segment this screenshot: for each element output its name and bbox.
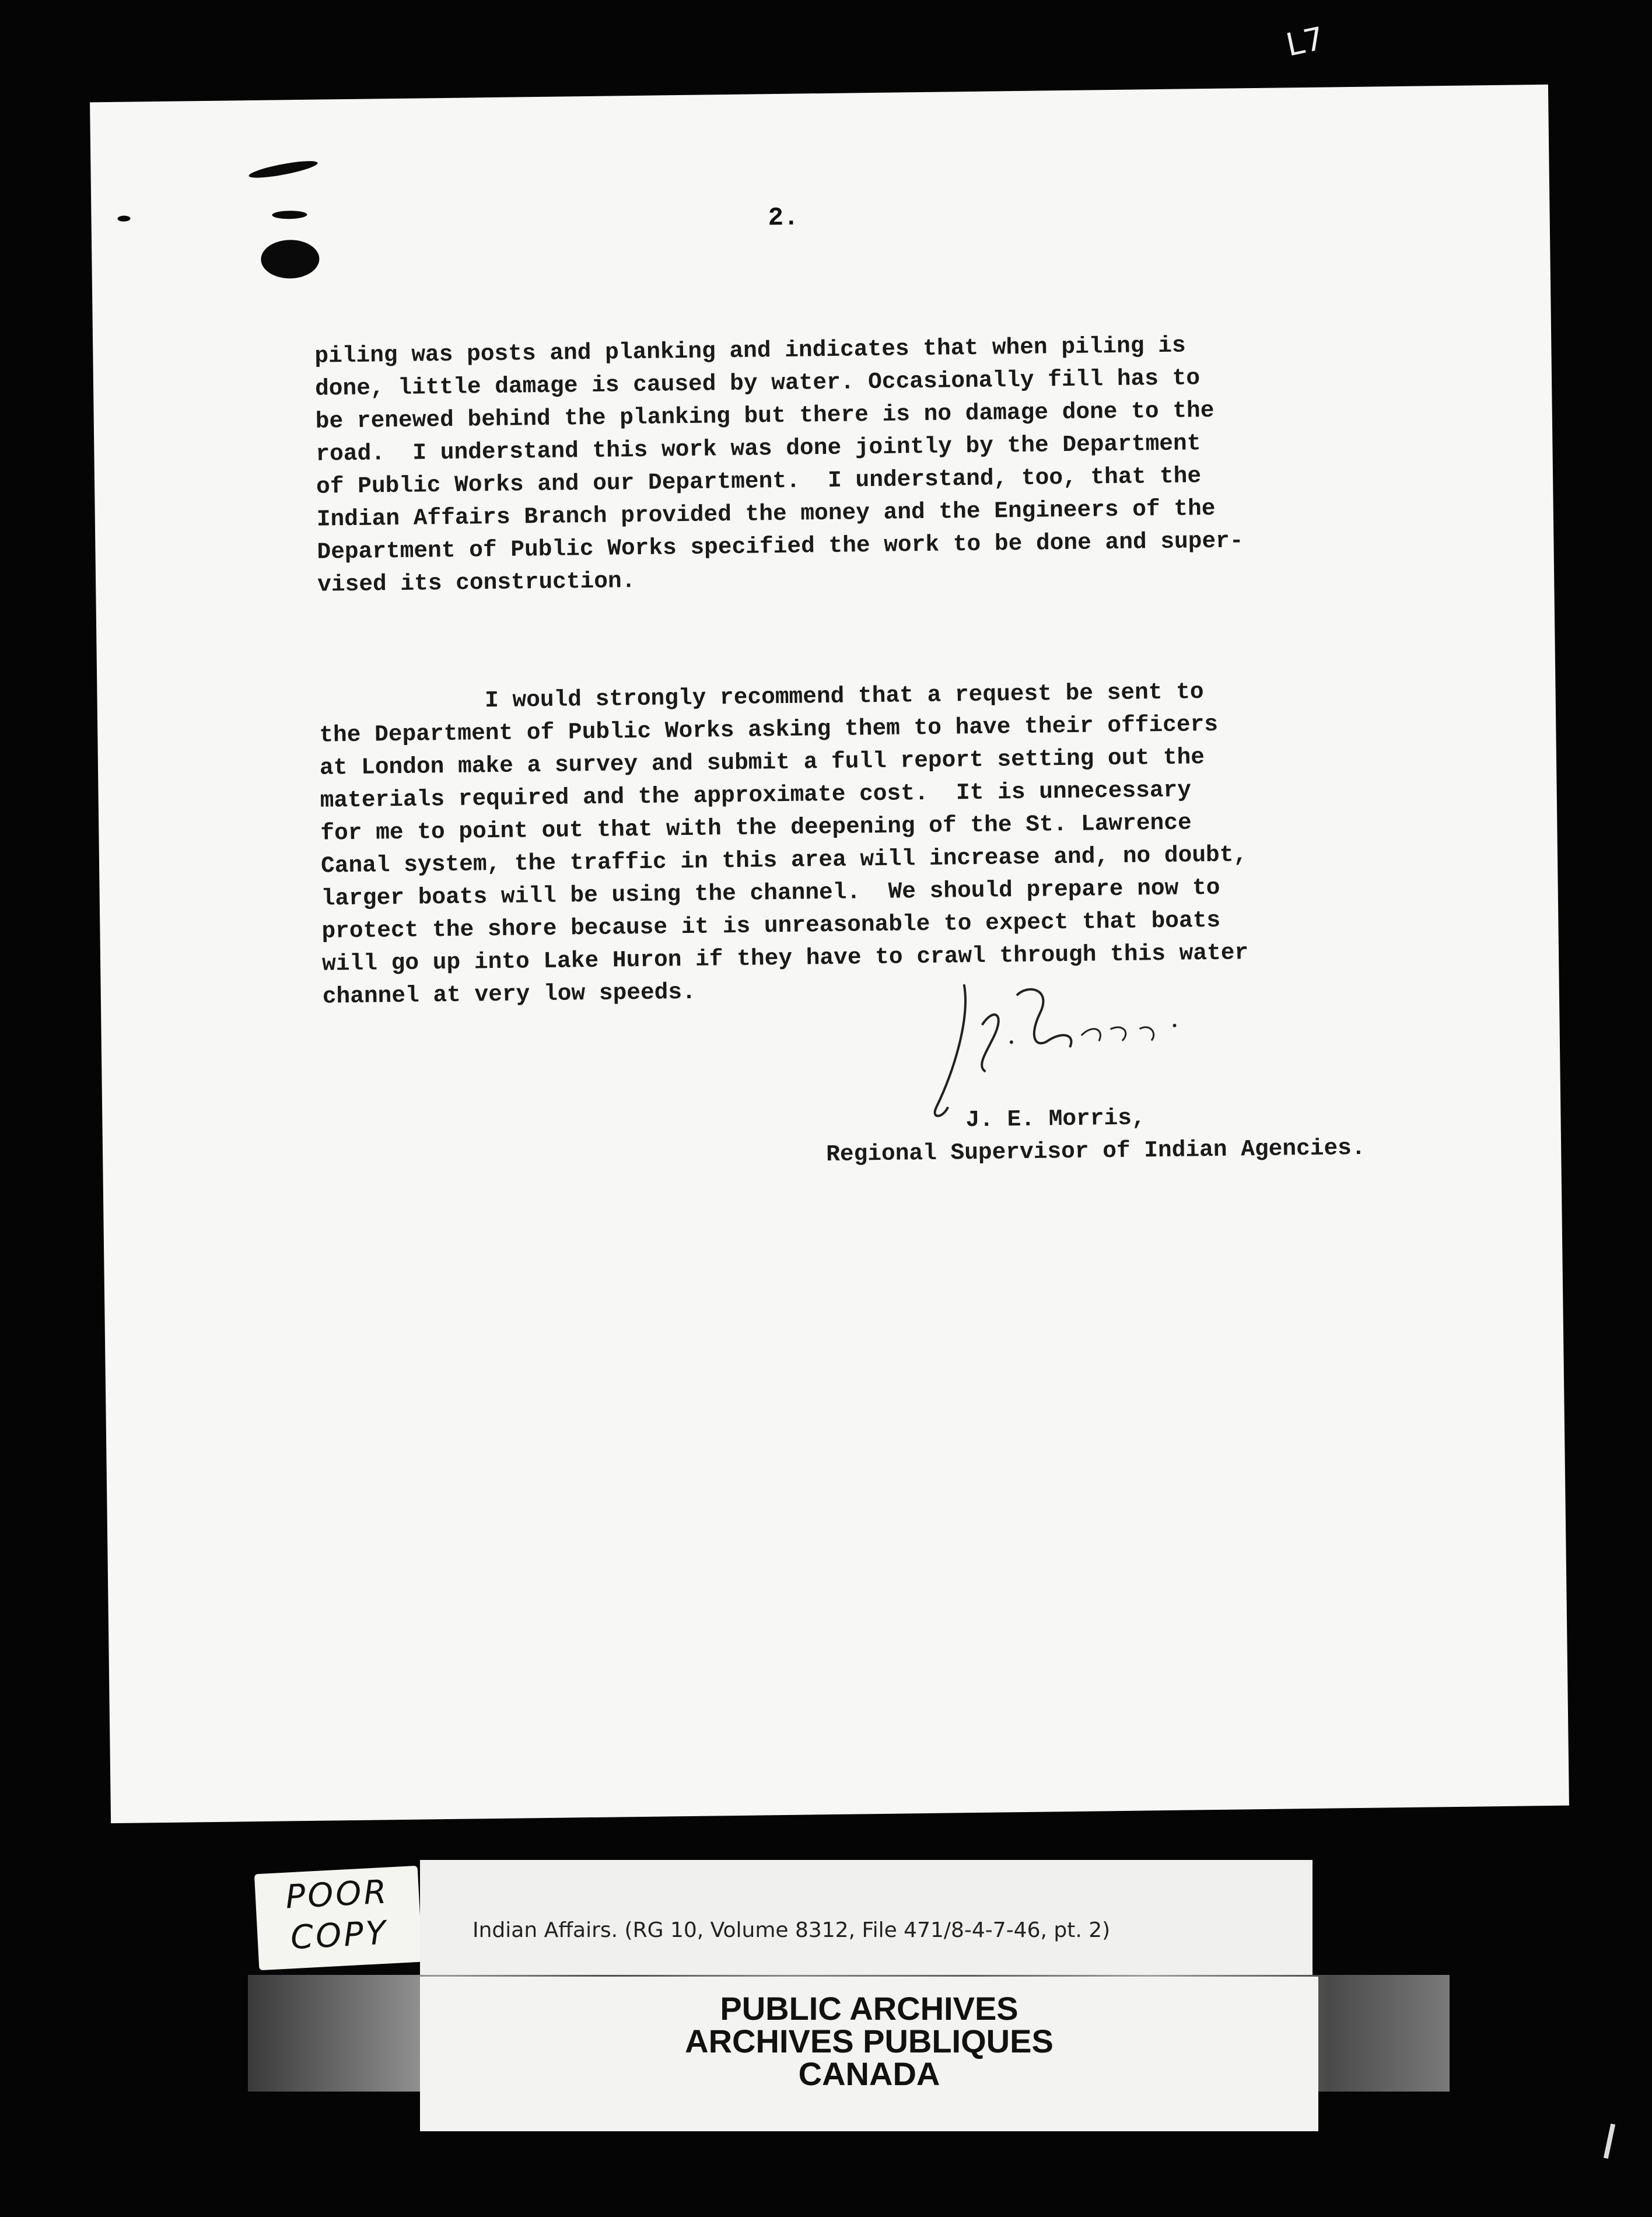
ink-smudge [261, 240, 320, 279]
ink-smudge [248, 158, 318, 181]
archive-label-line: CANADA [798, 2055, 940, 2092]
letter-body [314, 261, 1432, 1099]
signatory-name: J. E. Morris, [965, 1104, 1146, 1134]
letter-page [90, 85, 1569, 1823]
stamp-line: POOR [284, 1873, 390, 1917]
stamp-line: COPY [289, 1914, 389, 1957]
archive-label-line: PUBLIC ARCHIVES [720, 1990, 1019, 2027]
page-number: 2. [768, 203, 799, 233]
edge-mark [1604, 2124, 1615, 2159]
archive-label-line: ARCHIVES PUBLIQUES [685, 2023, 1054, 2059]
poor-copy-stamp [254, 1866, 422, 1970]
corner-handwritten-mark: L7 [1283, 19, 1328, 64]
signatory-title: Regional Supervisor of Indian Agencies. [825, 1134, 1366, 1168]
paragraph: I would strongly recommend that a request be sent to the Department of Public Works asking them to have their officers at London make a survey and submit a full report setting out the materials required and the approximate cost. It is unnecessary for me to point out that with the deepening of the St. Lawrence Canal system, the traffic in this area will increase and, no doubt, larger boats will be using the channel. We should prepare now to protect the shore because it is unreasonable to expect that boats will go up into Lake Huron if they have to crawl through this water channel at very low speeds. [318, 679, 1249, 1010]
paragraph: piling was posts and planking and indicates that when piling is done, little damage is caused by water. Occasionally fill has to be renewed behind the planking but there is no damage done to the road. I understand this work was done jointly by the Department of Public Works and our Department. I understand, too, that the Indian Affairs Branch provided the money and the Engineers of the Department of Public Works specified the work to be done and super- vised its construction. [314, 332, 1244, 598]
ink-smudge [117, 216, 130, 222]
reference-strip [420, 1860, 1312, 1980]
archive-reference: Indian Affairs. (RG 10, Volume 8312, File 471/8-4-7-46, pt. 2) [473, 1918, 1111, 1942]
ink-smudge [272, 211, 307, 219]
archive-label [420, 1977, 1318, 2131]
